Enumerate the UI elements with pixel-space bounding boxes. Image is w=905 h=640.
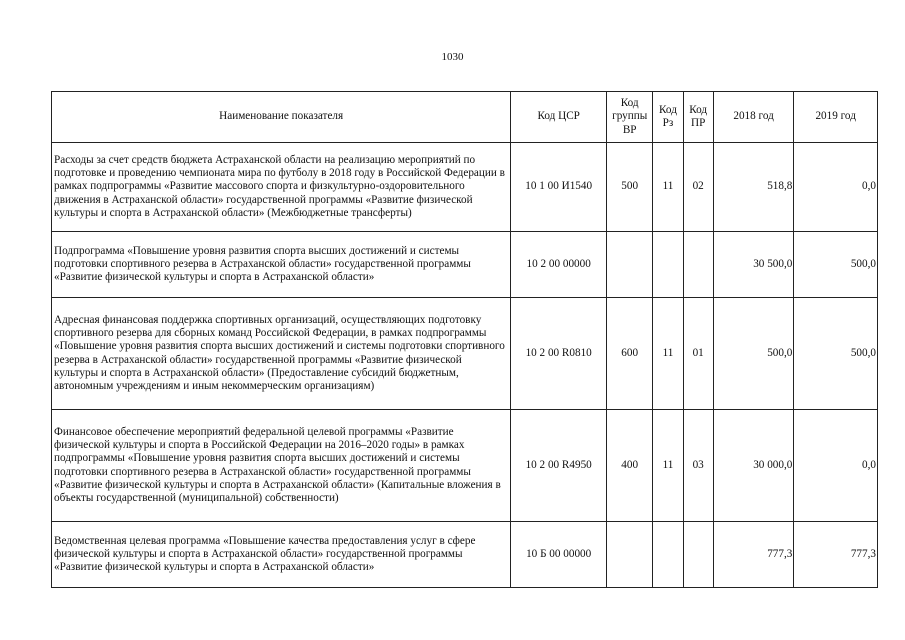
table-row <box>52 410 878 522</box>
cell-name: Расходы за счет средств бюджета Астраханской области на реализацию мероприятий по подготовке и проведению чемпионата мира по футболу в 2018 году в Российской Федерации в рамках подпрограммы «Развитие массового спорта и физкультурно-оздоровительного движения в Астраханской области» государственной программы «Развитие физической культуры и спорта в Астраханской области» (Межбюджетные трансферты) <box>52 143 511 232</box>
cell-name: Подпрограмма «Повышение уровня развития спорта высших достижений и системы подготовки спортивного резерва в Астраханской области» государственной программы «Развитие физической культуры и спорта в Астраханской области» <box>52 232 511 298</box>
header-2018: 2018 год <box>713 92 794 143</box>
header-name: Наименование показателя <box>52 92 511 143</box>
page-number: 1030 <box>441 51 464 63</box>
cell-2018: 518,8 <box>713 143 794 232</box>
header-pr: Код ПР <box>683 92 713 143</box>
table-row <box>52 522 878 588</box>
cell-name: Ведомственная целевая программа «Повышение качества предоставления услуг в сфере физической культуры и спорта в Астраханской области» государственной программы «Развитие физической культуры и спорта в Астраханской области» <box>52 522 511 588</box>
header-2019: 2019 год <box>794 92 878 143</box>
header-rz: Код Рз <box>653 92 683 143</box>
cell-2018: 777,3 <box>713 522 794 588</box>
cell-rz <box>653 522 683 588</box>
cell-2018: 30 000,0 <box>713 410 794 522</box>
header-csr: Код ЦСР <box>511 92 607 143</box>
cell-csr: 10 2 00 R4950 <box>511 410 607 522</box>
cell-vr <box>607 522 653 588</box>
cell-2018: 30 500,0 <box>713 232 794 298</box>
header-vr: Код группы ВР <box>607 92 653 143</box>
cell-csr: 10 1 00 И1540 <box>511 143 607 232</box>
cell-vr <box>607 232 653 298</box>
table-row <box>52 143 878 232</box>
header-row <box>52 92 878 143</box>
cell-vr: 600 <box>607 298 653 410</box>
cell-rz: 11 <box>653 298 683 410</box>
cell-2018: 500,0 <box>713 298 794 410</box>
cell-csr: 10 2 00 00000 <box>511 232 607 298</box>
cell-2019: 0,0 <box>794 143 878 232</box>
cell-pr <box>683 232 713 298</box>
cell-csr: 10 Б 00 00000 <box>511 522 607 588</box>
cell-2019: 500,0 <box>794 298 878 410</box>
cell-name: Адресная финансовая поддержка спортивных организаций, осуществляющих подготовку спортивного резерва для сборных команд Российской Федерации, в рамках подпрограммы «Повышение уровня развития спорта высших достижений и системы подготовки спортивного резерва в Астраханской области» государственной программы «Развитие физической культуры и спорта в Астраханской области» (Предоставление субсидий бюджетным, автономным учреждениям и иным некоммерческим организациям) <box>52 298 511 410</box>
budget-table <box>51 91 878 588</box>
table-row <box>52 232 878 298</box>
cell-2019: 0,0 <box>794 410 878 522</box>
cell-2019: 500,0 <box>794 232 878 298</box>
cell-rz <box>653 232 683 298</box>
cell-pr: 02 <box>683 143 713 232</box>
table-row <box>52 298 878 410</box>
cell-name: Финансовое обеспечение мероприятий федеральной целевой программы «Развитие физической культуры и спорта в Российской Федерации на 2016–2020 годы» в рамках подпрограммы «Повышение уровня развития спорта высших достижений и системы подготовки спортивного резерва в Астраханской области» государственной программы «Развитие физической культуры и спорта в Астраханской области» (Капитальные вложения в объекты государственной (муниципальной) собственности) <box>52 410 511 522</box>
cell-pr <box>683 522 713 588</box>
cell-pr: 01 <box>683 298 713 410</box>
cell-2019: 777,3 <box>794 522 878 588</box>
cell-rz: 11 <box>653 410 683 522</box>
cell-rz: 11 <box>653 143 683 232</box>
cell-vr: 500 <box>607 143 653 232</box>
cell-pr: 03 <box>683 410 713 522</box>
cell-csr: 10 2 00 R0810 <box>511 298 607 410</box>
cell-vr: 400 <box>607 410 653 522</box>
